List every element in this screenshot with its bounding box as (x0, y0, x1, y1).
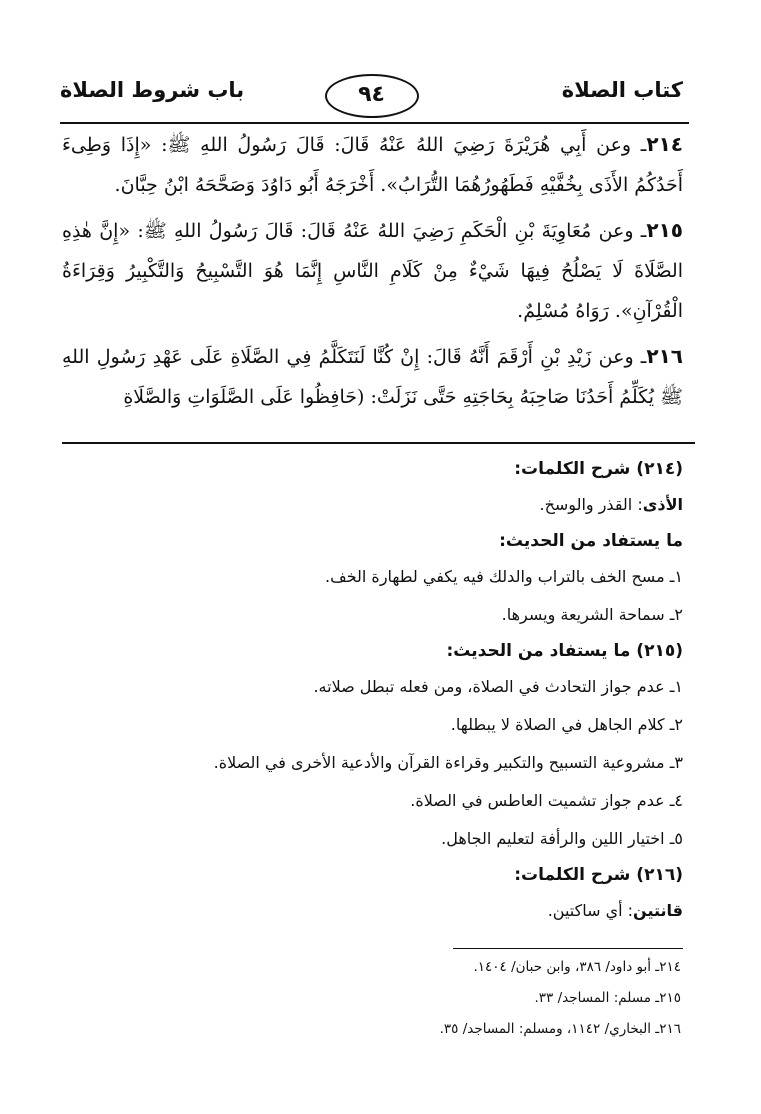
chapter-title: باب شروط الصلاة (60, 78, 245, 102)
page-number: ٩٤ (325, 74, 419, 118)
hadith-text: ـ وعن مُعَاوِيَةَ بْنِ الْحَكَمِ رَضِيَ اللهُ عَنْهُ قَالَ: قَالَ رَسُولُ اللهِ ﷺ: «إِنَّ هٰذِهِ الصَّلَاةَ لَا يَصْلُحُ فِيهَا شَيْءٌ مِنْ كَلَامِ النَّاسِ إِنَّمَا هُوَ التَّسْبِيحُ وَالتَّكْبِيرُ وَقِرَاءَةُ الْقُرْآنِ». رَوَاهُ مُسْلِمٌ. (62, 220, 683, 322)
benefit-item: ٢ـ كلام الجاهل في الصلاة لا يبطلها. (450, 715, 683, 734)
footnote-divider (453, 948, 683, 949)
benefits-214-heading: ما يستفاد من الحديث: (499, 531, 683, 551)
hadith-number: ٢١٦ (646, 344, 683, 368)
hadith-number: ٢١٥ (646, 218, 683, 242)
hadith-number: ٢١٤ (646, 132, 683, 156)
word-definition (80, 486, 683, 524)
footnote: ٢١٥ـ مسلم: المساجد/ ٣٣. (534, 990, 681, 1006)
text-notes-divider (62, 442, 695, 444)
defined-word: قانتين (633, 901, 683, 920)
benefit-item: ٣ـ مشروعية التسبيح والتكبير وقراءة القرآن والأدعية الأخرى في الصلاة. (213, 753, 683, 772)
hadith-215 (62, 210, 683, 331)
page-header (60, 74, 683, 120)
notes-section (80, 452, 683, 930)
benefit-item: ٤ـ عدم جواز تشميت العاطس في الصلاة. (410, 791, 683, 810)
defined-word: الأذى (642, 495, 683, 514)
footnote: ٢١٤ـ أبو داود/ ٣٨٦، وابن حبان/ ١٤٠٤. (473, 959, 681, 975)
notes-214-heading: (٢١٤) شرح الكلمات: (514, 459, 683, 479)
definition-text: : أي ساكتين. (547, 901, 634, 920)
hadith-text: ـ وعن أَبِي هُرَيْرَةَ رَضِيَ اللهُ عَنْهُ قَالَ: قَالَ رَسُولُ اللهِ ﷺ: «إِذَا وَطِىءَ أَحَدُكُمُ الأَذَى بِخُفَّيْهِ فَطَهُورُهُمَا التُّرَابُ». أَخْرَجَهُ أَبُو دَاوُدَ وَصَحَّحَهُ ابْنُ حِبَّانَ. (62, 134, 683, 196)
benefit-item: ١ـ عدم جواز التحادث في الصلاة، ومن فعله تبطل صلاته. (313, 677, 683, 696)
hadith-216 (62, 336, 683, 417)
definition-text: : القذر والوسخ. (539, 495, 643, 514)
footnotes (260, 952, 681, 1045)
benefit-item: ٥ـ اختيار اللين والرأفة لتعليم الجاهل. (441, 829, 683, 848)
book-title: كتاب الصلاة (561, 78, 683, 102)
word-definition (80, 892, 683, 930)
notes-215-heading: (٢١٥) ما يستفاد من الحديث: (446, 641, 683, 661)
hadith-214 (62, 124, 683, 205)
benefit-item: ٢ـ سماحة الشريعة ويسرها. (501, 605, 683, 624)
footnote: ٢١٦ـ البخاري/ ١١٤٢، ومسلم: المساجد/ ٣٥. (439, 1021, 681, 1037)
benefit-item: ١ـ مسح الخف بالتراب والدلك فيه يكفي لطهارة الخف. (325, 567, 683, 586)
notes-216-heading: (٢١٦) شرح الكلمات: (514, 865, 683, 885)
hadith-text: ـ وعن زَيْدِ بْنِ أَرْقَمَ أَنَّهُ قَالَ: إِنْ كُنَّا لَنَتَكَلَّمُ فِي الصَّلَاةِ عَلَى عَهْدِ رَسُولِ اللهِ ﷺ يُكَلِّمُ أَحَدُنَا صَاحِبَهُ بِحَاجَتِهِ حَتَّى نَزَلَتْ: (حَافِظُوا عَلَى الصَّلَوَاتِ وَالصَّلَاةِ (62, 346, 683, 408)
